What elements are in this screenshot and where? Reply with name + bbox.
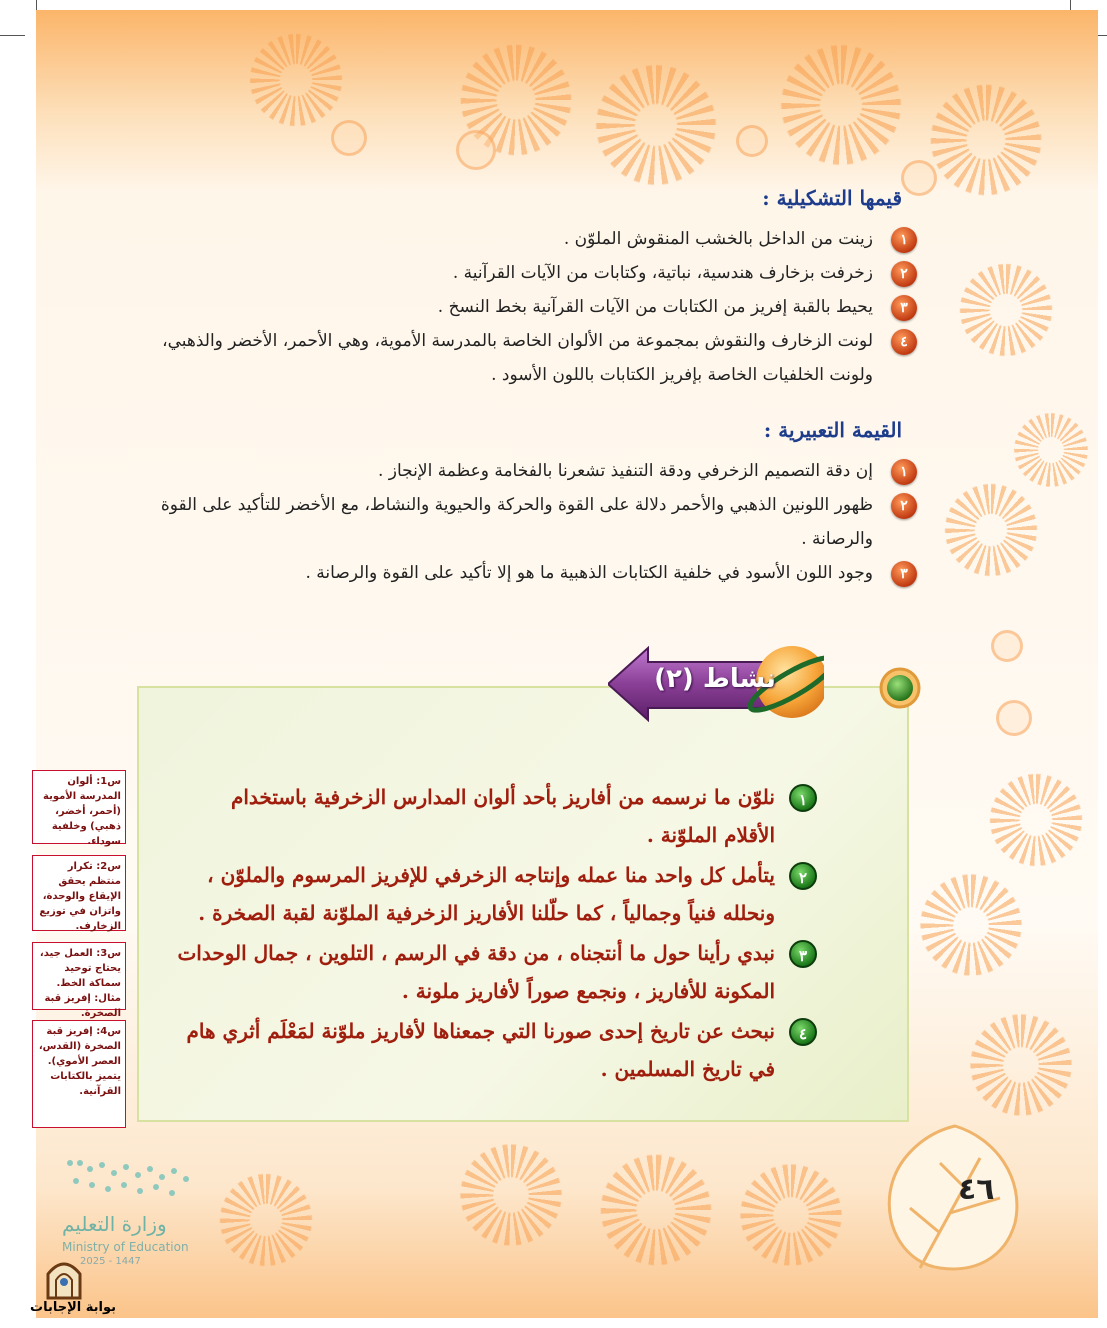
flower-ornament: [776, 40, 906, 170]
list-item: [177, 934, 817, 1010]
list-item-text: زينت من الداخل بالخشب المنقوش الملوّن .: [563, 229, 873, 249]
list-item-text: وجود اللون الأسود في خلفية الكتابات الذهبية ما هو إلا تأكيد على القوة والرصانة .: [305, 563, 873, 583]
watermark-text: بوابة الإجابات: [30, 1300, 116, 1315]
crop-mark: [0, 35, 25, 36]
number-badge: ١: [789, 784, 817, 812]
answer-note: س4: إفريز قبة الصخرة (القدس، العصر الأموي). يتميز بالكتابات القرآنية.: [32, 1020, 126, 1128]
answer-note: س2: تكرار منتظم يحقق الإيقاع والوحدة، واتزان في توزيع الزخارف.: [32, 855, 126, 931]
answer-note: س3: العمل جيد، يحتاج توحيد سماكة الخط. مثال: إفريز قبة الصخرة.: [32, 942, 126, 1010]
flower-ornament: [986, 770, 1086, 870]
list-item: [177, 778, 817, 854]
leaf-icon: [880, 1118, 1030, 1278]
list-item: [137, 256, 917, 290]
number-badge: ٣: [789, 940, 817, 968]
circle-ornament: [991, 630, 1023, 662]
number-badge: ٤: [891, 329, 917, 355]
answer-note: س1: ألوان المدرسة الأموية (أحمر، أخضر، ذهبي) وخلفية سوداء.: [32, 770, 126, 844]
flower-ornament: [456, 1140, 566, 1250]
list-item-text: نبحث عن تاريخ إحدى صورنا التي جمعناها لأفاريز ملوّنة لمَعْلَم أثري هام في تاريخ المسلمين .: [186, 1019, 775, 1081]
list-item: [177, 856, 817, 932]
list-item-text: يتأمل كل واحد منا عمله وإنتاجه الزخرفي للإفريز المرسوم والملوّن ، ونحلله فنياً وجمالياً ، كما حلّلنا الأفاريز الزخرفية الملوّنة لقبة الصخرة .: [198, 863, 775, 925]
flower-ornament: [941, 480, 1041, 580]
circle-ornament: [331, 120, 367, 156]
list-item: [137, 222, 917, 256]
section-heading-plastic-values: قيمها التشكيلية :: [762, 186, 902, 210]
number-badge: ٢: [891, 493, 917, 519]
ministry-year: 2025 - 1447: [80, 1256, 141, 1267]
list-item-text: زخرفت بزخارف هندسية، نباتية، وكتابات من الآيات القرآنية .: [452, 263, 873, 283]
number-badge: ٢: [789, 862, 817, 890]
answer-gate-logo-icon: [44, 1258, 84, 1300]
list-item: [137, 488, 917, 556]
plastic-values-list: [137, 222, 917, 392]
list-item: [137, 324, 917, 392]
list-item-text: لونت الزخارف والنقوش بمجموعة من الألوان الخاصة بالمدرسة الأموية، وهي الأحمر، الأخضر والذهبي، ولونت الخلفيات الخاصة بإفريز الكتابات باللون الأسود .: [162, 331, 873, 385]
circle-ornament: [456, 130, 496, 170]
list-item: [177, 1012, 817, 1088]
number-badge: ١: [891, 227, 917, 253]
flower-ornament: [216, 1170, 316, 1270]
circle-ornament: [996, 700, 1032, 736]
ministry-name-english: Ministry of Education: [62, 1240, 189, 1254]
flower-ornament: [916, 870, 1026, 980]
section-heading-expressive-value: القيمة التعبيرية :: [763, 418, 902, 442]
expressive-values-list: [137, 454, 917, 590]
number-badge: ٤: [789, 1018, 817, 1046]
flower-ornament: [591, 60, 721, 190]
circle-ornament: [736, 125, 768, 157]
number-badge: ٢: [891, 261, 917, 287]
list-item: [137, 454, 917, 488]
flower-ornament: [246, 30, 346, 130]
list-item-text: نبدي رأينا حول ما أنتجناه ، من دقة في الرسم ، التلوين ، جمال الوحدات المكونة للأفاريز ، ونجمع صوراً لأفاريز ملونة .: [177, 941, 775, 1003]
flower-ornament: [966, 1010, 1076, 1120]
flower-ornament: [956, 260, 1056, 360]
list-item-text: يحيط بالقبة إفريز من الكتابات من الآيات القرآنية بخط النسخ .: [437, 297, 873, 317]
list-item-text: ظهور اللونين الذهبي والأحمر دلالة على القوة والحركة والحيوية والنشاط، مع الأخضر للتأكيد على القوة والرصانة .: [160, 495, 873, 549]
list-item-text: نلوّن ما نرسمه من أفاريز بأحد ألوان المدارس الزخرفية باستخدام الأقلام الملوّنة .: [230, 785, 775, 847]
flower-ornament: [736, 1160, 846, 1270]
list-item: [137, 290, 917, 324]
green-orb-icon: [878, 666, 922, 710]
page-number: ٤٦: [958, 1172, 995, 1207]
flower-ornament: [1011, 410, 1091, 490]
circle-ornament: [901, 160, 937, 196]
activity-title: نشاط (٢): [654, 664, 776, 694]
list-item-text: إن دقة التصميم الزخرفي ودقة التنفيذ تشعرنا بالفخامة وعظمة الإنجاز .: [377, 461, 873, 481]
list-item: [137, 556, 917, 590]
flower-ornament: [596, 1150, 716, 1270]
number-badge: ٣: [891, 295, 917, 321]
number-badge: ٣: [891, 561, 917, 587]
number-badge: ١: [891, 459, 917, 485]
ministry-name-arabic: وزارة التعليم: [62, 1212, 167, 1236]
ministry-logo-dots-icon: [62, 1155, 202, 1200]
flower-ornament: [926, 80, 1046, 200]
activity-list: [177, 778, 817, 1090]
